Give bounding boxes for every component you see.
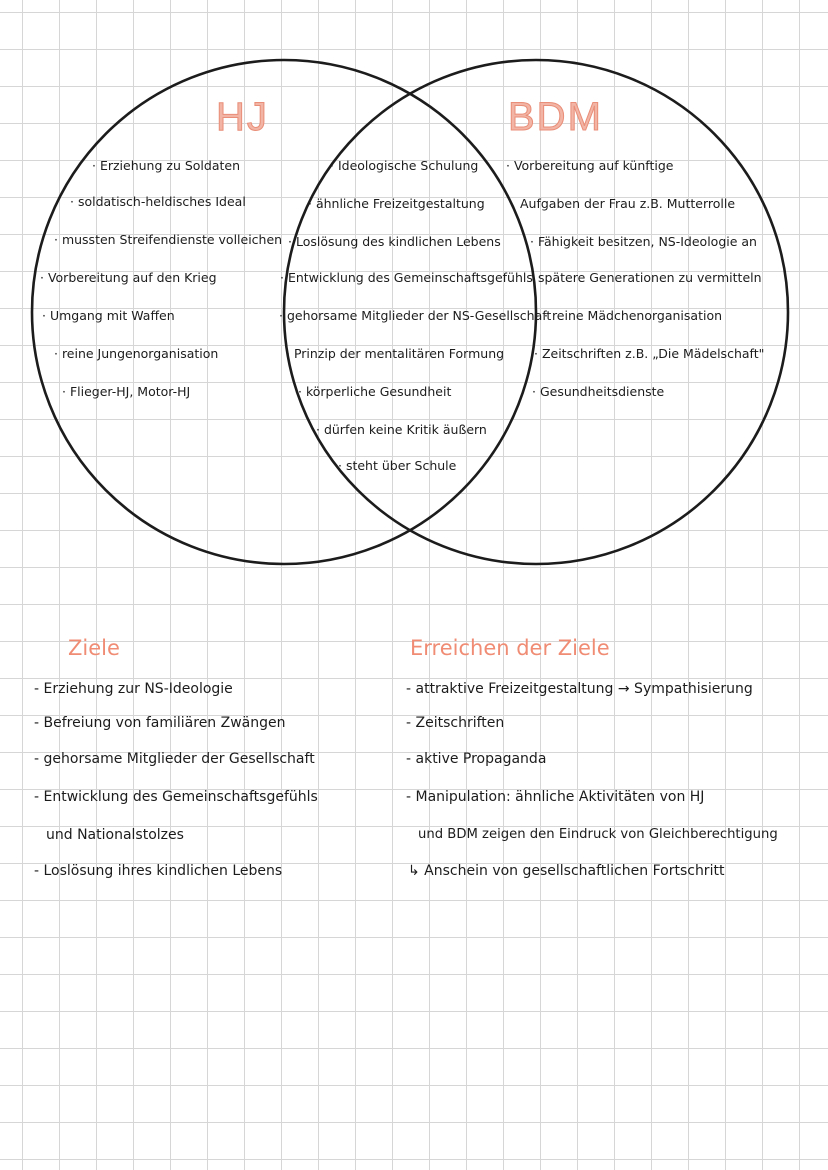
- ziele-heading: Ziele: [68, 636, 120, 660]
- bdm-item: spätere Generationen zu vermitteln: [538, 270, 762, 285]
- bdm-item: · reine Mädchenorganisation: [544, 308, 723, 323]
- bdm-title: BDM: [508, 95, 603, 139]
- hj-item: · Vorbereitung auf den Krieg: [40, 270, 217, 285]
- shared-item: · körperliche Gesundheit: [298, 384, 452, 399]
- shared-item: · Entwicklung des Gemeinschaftsgefühls: [280, 270, 533, 285]
- bdm-item: · Zeitschriften z.B. „Die Mädelschaft": [534, 346, 765, 361]
- hj-item: · reine Jungenorganisation: [54, 346, 219, 361]
- hj-item: · mussten Streifendienste volleichen: [54, 232, 283, 247]
- erreichen-item: - Zeitschriften: [406, 715, 505, 731]
- shared-item: · Loslösung des kindlichen Lebens: [288, 234, 501, 249]
- erreichen-item: - aktive Propaganda: [406, 751, 547, 767]
- hj-item: · Umgang mit Waffen: [42, 308, 175, 323]
- ziele-item: - Befreiung von familiären Zwängen: [34, 715, 286, 731]
- ziele-item: und Nationalstolzes: [46, 827, 184, 843]
- hj-item: · Flieger-HJ, Motor-HJ: [62, 384, 191, 399]
- bdm-item: Aufgaben der Frau z.B. Mutterrolle: [520, 196, 736, 211]
- erreichen-item: und BDM zeigen den Eindruck von Gleichberechtigung: [418, 827, 778, 842]
- shared-item: · ähnliche Freizeitgestaltung: [308, 196, 485, 211]
- bdm-item: · Gesundheitsdienste: [532, 384, 665, 399]
- shared-item: · Prinzip der mentalitären Formung: [286, 346, 505, 361]
- erreichen-item: ↳ Anschein von gesellschaftlichen Fortschritt: [408, 863, 725, 879]
- bdm-item: · Vorbereitung auf künftige: [506, 158, 674, 173]
- bdm-item: · Fähigkeit besitzen, NS-Ideologie an: [530, 234, 757, 249]
- shared-item: · dürfen keine Kritik äußern: [316, 422, 487, 437]
- ziele-item: - Entwicklung des Gemeinschaftsgefühls: [34, 789, 318, 805]
- shared-item: · Ideologische Schulung: [330, 158, 479, 173]
- erreichen-item: - Manipulation: ähnliche Aktivitäten von HJ: [406, 789, 705, 805]
- erreichen-heading: Erreichen der Ziele: [410, 636, 610, 660]
- ziele-item: - gehorsame Mitglieder der Gesellschaft: [34, 751, 315, 767]
- ziele-item: - Loslösung ihres kindlichen Lebens: [34, 863, 283, 879]
- hj-item: · Erziehung zu Soldaten: [92, 158, 241, 173]
- hj-title: HJ: [216, 95, 269, 139]
- hj-item: · soldatisch-heldisches Ideal: [70, 194, 246, 209]
- shared-item: · steht über Schule: [338, 458, 457, 473]
- erreichen-item: - attraktive Freizeitgestaltung → Sympathisierung: [406, 681, 753, 697]
- ziele-item: - Erziehung zur NS-Ideologie: [34, 681, 233, 697]
- shared-item: · gehorsame Mitglieder der NS-Gesellschaft: [279, 308, 552, 323]
